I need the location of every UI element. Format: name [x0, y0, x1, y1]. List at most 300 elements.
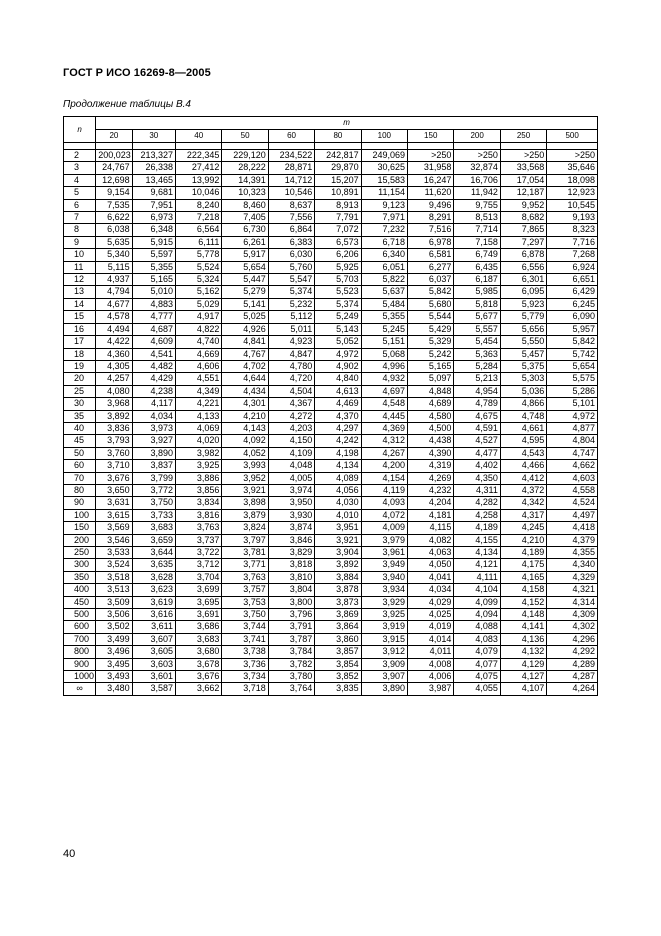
table-cell: 3,886	[176, 472, 222, 484]
column-header: 40	[176, 130, 222, 143]
table-cell: 3,829	[268, 547, 314, 559]
table-cell: 3,750	[222, 609, 268, 621]
table-cell: 3,782	[268, 658, 314, 670]
table-cell: 3,892	[315, 559, 361, 571]
table-cell: 13,992	[176, 174, 222, 186]
table-cell: 3,884	[315, 571, 361, 583]
table-cell: 3,480	[96, 683, 132, 695]
table-cell: 5,374	[268, 286, 314, 298]
table-cell: 3,878	[315, 584, 361, 596]
table-cell: 3,763	[222, 571, 268, 583]
table-cell: 4,069	[176, 422, 222, 434]
table-cell: 3,982	[176, 447, 222, 459]
table-cell: 4,165	[500, 571, 546, 583]
table-cell: 4,143	[222, 422, 268, 434]
table-row	[64, 609, 598, 621]
table-cell: 4,438	[408, 435, 454, 447]
row-label-n: 14	[64, 298, 96, 310]
table-cell: 5,575	[547, 373, 598, 385]
table-cell: 29,870	[315, 162, 361, 174]
table-cell: 5,557	[454, 323, 500, 335]
column-header: 150	[408, 130, 454, 143]
table-cell: 3,950	[268, 497, 314, 509]
table-cell: 4,317	[500, 509, 546, 521]
table-cell: 4,088	[454, 621, 500, 633]
table-cell: 3,824	[222, 522, 268, 534]
table-cell: 3,650	[96, 484, 132, 496]
table-cell: 8,682	[500, 212, 546, 224]
table-cell: 6,090	[547, 311, 598, 323]
table-cell: 8,637	[268, 199, 314, 211]
table-cell: 4,689	[408, 398, 454, 410]
column-header: 200	[454, 130, 500, 143]
table-cell: 4,127	[500, 671, 546, 683]
table-cell: 4,319	[408, 460, 454, 472]
table-cell: 12,698	[96, 174, 132, 186]
spacer-cell	[547, 143, 598, 150]
table-cell: 3,796	[268, 609, 314, 621]
table-cell: 4,603	[547, 472, 598, 484]
table-cell: 3,496	[96, 646, 132, 658]
table-cell: 6,864	[268, 224, 314, 236]
table-cell: 4,104	[454, 584, 500, 596]
table-cell: 5,036	[500, 385, 546, 397]
table-cell: 10,891	[315, 187, 361, 199]
table-cell: 4,302	[547, 621, 598, 633]
table-cell: 5,115	[96, 261, 132, 273]
row-label-n: 8	[64, 224, 96, 236]
table-row	[64, 671, 598, 683]
table-cell: 5,760	[268, 261, 314, 273]
table-cell: 6,924	[547, 261, 598, 273]
table-cell: 5,842	[408, 286, 454, 298]
table-cell: 5,143	[315, 323, 361, 335]
table-cell: 5,303	[500, 373, 546, 385]
table-cell: 4,034	[408, 584, 454, 596]
table-cell: 6,111	[176, 236, 222, 248]
table-cell: 5,454	[454, 336, 500, 348]
table-cell: 3,973	[132, 422, 175, 434]
table-cell: 3,816	[176, 509, 222, 521]
table-cell: 3,683	[176, 633, 222, 645]
column-header: 20	[96, 130, 132, 143]
column-header: 50	[222, 130, 268, 143]
table-row	[64, 422, 598, 434]
row-label-n: 250	[64, 547, 96, 559]
table-cell: 3,712	[176, 559, 222, 571]
column-header: 60	[268, 130, 314, 143]
table-cell: 4,500	[408, 422, 454, 434]
table-cell: 249,069	[361, 150, 407, 162]
table-cell: 7,158	[454, 236, 500, 248]
table-caption: Продолжение таблицы В.4	[63, 99, 191, 110]
table-cell: 5,778	[176, 249, 222, 261]
table-cell: 7,556	[268, 212, 314, 224]
table-cell: 5,340	[96, 249, 132, 261]
table-cell: 27,412	[176, 162, 222, 174]
table-cell: 4,289	[547, 658, 598, 670]
table-cell: 4,372	[500, 484, 546, 496]
table-cell: 35,646	[547, 162, 598, 174]
table-body	[64, 143, 598, 696]
table-row	[64, 311, 598, 323]
table-cell: 9,123	[361, 199, 407, 211]
table-cell: 7,535	[96, 199, 132, 211]
table-cell: 5,286	[547, 385, 598, 397]
table-cell: 242,817	[315, 150, 361, 162]
table-cell: 11,620	[408, 187, 454, 199]
row-label-n: 3	[64, 162, 96, 174]
table-cell: 5,052	[315, 336, 361, 348]
table-row	[64, 509, 598, 521]
table-cell: 229,120	[222, 150, 268, 162]
table-cell: 3,691	[176, 609, 222, 621]
table-cell: 4,282	[454, 497, 500, 509]
table-cell: 3,921	[315, 534, 361, 546]
table-cell: 3,952	[222, 472, 268, 484]
table-cell: 12,923	[547, 187, 598, 199]
table-cell: 3,704	[176, 571, 222, 583]
row-label-n: 800	[64, 646, 96, 658]
table-cell: 3,929	[361, 596, 407, 608]
row-label-n: 18	[64, 348, 96, 360]
table-cell: 5,818	[454, 298, 500, 310]
table-cell: 28,871	[268, 162, 314, 174]
table-cell: 4,245	[500, 522, 546, 534]
table-cell: 3,757	[222, 584, 268, 596]
table-cell: 4,080	[96, 385, 132, 397]
table-cell: 4,020	[176, 435, 222, 447]
table-cell: 12,187	[500, 187, 546, 199]
table-cell: 7,791	[315, 212, 361, 224]
row-label-n: 900	[64, 658, 96, 670]
table-cell: 4,312	[361, 435, 407, 447]
table-row	[64, 658, 598, 670]
table-row	[64, 398, 598, 410]
table-cell: 5,957	[547, 323, 598, 335]
table-cell: 3,744	[222, 621, 268, 633]
table-row	[64, 286, 598, 298]
table-cell: 3,890	[361, 683, 407, 695]
table-cell: 4,083	[454, 633, 500, 645]
table-row	[64, 435, 598, 447]
table-row	[64, 212, 598, 224]
table-cell: 3,619	[132, 596, 175, 608]
row-label-n: 2	[64, 150, 96, 162]
table-cell: 5,822	[361, 274, 407, 286]
table-cell: 4,072	[361, 509, 407, 521]
table-cell: 9,952	[500, 199, 546, 211]
table-cell: 3,949	[361, 559, 407, 571]
table-cell: 3,780	[268, 671, 314, 683]
table-cell: 4,558	[547, 484, 598, 496]
table-cell: 4,527	[454, 435, 500, 447]
table-cell: 3,676	[176, 671, 222, 683]
table-cell: 5,165	[132, 274, 175, 286]
row-label-n: 17	[64, 336, 96, 348]
table-cell: 5,680	[408, 298, 454, 310]
spacer-cell	[454, 143, 500, 150]
table-cell: 7,516	[408, 224, 454, 236]
row-label-n: 15	[64, 311, 96, 323]
table-cell: 4,079	[454, 646, 500, 658]
table-cell: 6,348	[132, 224, 175, 236]
table-cell: 30,625	[361, 162, 407, 174]
table-cell: 5,550	[500, 336, 546, 348]
table-cell: 5,165	[408, 360, 454, 372]
table-cell: 4,008	[408, 658, 454, 670]
table-cell: 3,635	[132, 559, 175, 571]
table-cell: 28,222	[222, 162, 268, 174]
table-cell: 3,699	[176, 584, 222, 596]
table-cell: 3,736	[222, 658, 268, 670]
table-cell: 5,544	[408, 311, 454, 323]
table-cell: 4,702	[222, 360, 268, 372]
row-label-n: 11	[64, 261, 96, 273]
table-cell: 13,465	[132, 174, 175, 186]
column-header: 30	[132, 130, 175, 143]
table-cell: 4,494	[96, 323, 132, 335]
table-cell: 6,556	[500, 261, 546, 273]
table-cell: 4,767	[222, 348, 268, 360]
table-cell: 3,907	[361, 671, 407, 683]
table-cell: 3,804	[268, 584, 314, 596]
table-row	[64, 323, 598, 335]
table-cell: 5,429	[408, 323, 454, 335]
table-row	[64, 298, 598, 310]
table-cell: 4,093	[361, 497, 407, 509]
table-row	[64, 559, 598, 571]
table-cell: 16,706	[454, 174, 500, 186]
table-cell: 15,207	[315, 174, 361, 186]
table-row	[64, 249, 598, 261]
table-row	[64, 373, 598, 385]
table-cell: 4,011	[408, 646, 454, 658]
table-cell: 5,656	[500, 323, 546, 335]
table-cell: 4,055	[454, 683, 500, 695]
row-label-n: 45	[64, 435, 96, 447]
table-row	[64, 224, 598, 236]
table-cell: 5,324	[176, 274, 222, 286]
table-cell: 3,852	[315, 671, 361, 683]
table-cell: 5,249	[315, 311, 361, 323]
table-cell: 4,369	[361, 422, 407, 434]
table-cell: 3,493	[96, 671, 132, 683]
table-cell: 4,350	[454, 472, 500, 484]
table-cell: 4,541	[132, 348, 175, 360]
table-cell: 3,722	[176, 547, 222, 559]
table-cell: 3,940	[361, 571, 407, 583]
table-cell: 4,134	[315, 460, 361, 472]
table-cell: 5,355	[132, 261, 175, 273]
spacer-cell	[64, 143, 96, 150]
page-number: 40	[63, 848, 76, 860]
table-cell: 5,923	[500, 298, 546, 310]
table-cell: 4,789	[454, 398, 500, 410]
table-cell: 4,379	[547, 534, 598, 546]
table-row	[64, 472, 598, 484]
table-cell: 4,210	[500, 534, 546, 546]
table-cell: 3,533	[96, 547, 132, 559]
table-cell: 4,342	[500, 497, 546, 509]
table-cell: 6,037	[408, 274, 454, 286]
table-cell: 4,089	[315, 472, 361, 484]
table-cell: 32,874	[454, 162, 500, 174]
table-cell: 4,747	[547, 447, 598, 459]
spacer-cell	[132, 143, 175, 150]
table-cell: 6,030	[268, 249, 314, 261]
row-label-n: 5	[64, 187, 96, 199]
table-cell: 5,141	[222, 298, 268, 310]
table-cell: 5,097	[408, 373, 454, 385]
table-cell: 5,151	[361, 336, 407, 348]
table-cell: 7,971	[361, 212, 407, 224]
table-cell: 4,305	[96, 360, 132, 372]
table-cell: 4,052	[222, 447, 268, 459]
table-cell: 4,292	[547, 646, 598, 658]
table-row	[64, 385, 598, 397]
table-cell: 3,686	[176, 621, 222, 633]
table-cell: 4,340	[547, 559, 598, 571]
table-cell: 4,155	[454, 534, 500, 546]
table-cell: 5,597	[132, 249, 175, 261]
table-cell: 4,134	[454, 547, 500, 559]
table-cell: 4,019	[408, 621, 454, 633]
table-row	[64, 261, 598, 273]
table-cell: 6,429	[547, 286, 598, 298]
table-cell: 5,484	[361, 298, 407, 310]
table-cell: 200,023	[96, 150, 132, 162]
table-cell: 3,784	[268, 646, 314, 658]
table-cell: 4,150	[268, 435, 314, 447]
table-cell: 4,687	[132, 323, 175, 335]
table-cell: 9,193	[547, 212, 598, 224]
table-row	[64, 336, 598, 348]
table-cell: 6,340	[361, 249, 407, 261]
table-cell: 4,954	[454, 385, 500, 397]
table-cell: 3,753	[222, 596, 268, 608]
table-cell: 7,865	[500, 224, 546, 236]
table-cell: 3,919	[361, 621, 407, 633]
row-label-n: 50	[64, 447, 96, 459]
table-cell: 4,466	[500, 460, 546, 472]
table-cell: 4,117	[132, 398, 175, 410]
table-cell: 3,869	[315, 609, 361, 621]
spacer-cell	[176, 143, 222, 150]
table-cell: 7,297	[500, 236, 546, 248]
table-cell: 4,662	[547, 460, 598, 472]
table-cell: 3,857	[315, 646, 361, 658]
table-cell: 3,607	[132, 633, 175, 645]
table-cell: 3,892	[96, 410, 132, 422]
table-cell: 3,676	[96, 472, 132, 484]
table-cell: 4,309	[547, 609, 598, 621]
table-cell: 10,545	[547, 199, 598, 211]
table-cell: 4,099	[454, 596, 500, 608]
table-cell: 4,923	[268, 336, 314, 348]
table-cell: 234,522	[268, 150, 314, 162]
table-cell: 7,218	[176, 212, 222, 224]
table-cell: 4,720	[268, 373, 314, 385]
table-cell: 6,564	[176, 224, 222, 236]
table-cell: 3,961	[361, 547, 407, 559]
table-cell: 6,038	[96, 224, 132, 236]
row-label-n: 150	[64, 522, 96, 534]
table-cell: 4,445	[361, 410, 407, 422]
table-cell: 4,360	[96, 348, 132, 360]
table-cell: 3,623	[132, 584, 175, 596]
table-cell: 3,837	[132, 460, 175, 472]
table-cell: 5,363	[454, 348, 500, 360]
table-cell: 3,987	[408, 683, 454, 695]
table-row	[64, 199, 598, 211]
table-cell: 3,781	[222, 547, 268, 559]
table-cell: 4,189	[454, 522, 500, 534]
table-cell: 4,141	[500, 621, 546, 633]
table-cell: 5,985	[454, 286, 500, 298]
row-label-n: 16	[64, 323, 96, 335]
data-table	[63, 116, 598, 696]
table-cell: 4,132	[500, 646, 546, 658]
table-cell: 3,587	[132, 683, 175, 695]
table-cell: 4,780	[268, 360, 314, 372]
table-cell: 3,680	[176, 646, 222, 658]
table-cell: 3,546	[96, 534, 132, 546]
table-cell: 6,973	[132, 212, 175, 224]
row-label-n: 100	[64, 509, 96, 521]
table-cell: 4,804	[547, 435, 598, 447]
table-cell: >250	[454, 150, 500, 162]
table-cell: 3,834	[176, 497, 222, 509]
table-cell: 31,958	[408, 162, 454, 174]
row-label-n: 13	[64, 286, 96, 298]
table-cell: 10,323	[222, 187, 268, 199]
table-row	[64, 646, 598, 658]
table-cell: 3,506	[96, 609, 132, 621]
table-cell: 6,718	[361, 236, 407, 248]
table-cell: 4,794	[96, 286, 132, 298]
table-cell: 11,942	[454, 187, 500, 199]
table-cell: 3,764	[268, 683, 314, 695]
table-cell: 3,799	[132, 472, 175, 484]
table-cell: 5,375	[500, 360, 546, 372]
row-label-n: 30	[64, 398, 96, 410]
table-cell: 9,755	[454, 199, 500, 211]
table-cell: 3,509	[96, 596, 132, 608]
table-cell: 4,200	[361, 460, 407, 472]
table-cell: 4,613	[315, 385, 361, 397]
table-cell: 5,523	[315, 286, 361, 298]
table-cell: 3,846	[268, 534, 314, 546]
table-cell: 5,068	[361, 348, 407, 360]
table-cell: 3,502	[96, 621, 132, 633]
row-label-n: 1000	[64, 671, 96, 683]
table-cell: 4,429	[132, 373, 175, 385]
table-cell: 4,257	[96, 373, 132, 385]
table-row	[64, 596, 598, 608]
table-row	[64, 236, 598, 248]
row-label-n: 350	[64, 571, 96, 583]
table-cell: 4,258	[454, 509, 500, 521]
table-cell: 3,611	[132, 621, 175, 633]
table-cell: 4,115	[408, 522, 454, 534]
table-cell: 4,198	[315, 447, 361, 459]
table-cell: 5,355	[361, 311, 407, 323]
table-cell: 4,010	[315, 509, 361, 521]
table-cell: 4,296	[547, 633, 598, 645]
table-cell: 4,048	[268, 460, 314, 472]
table-cell: 4,204	[408, 497, 454, 509]
